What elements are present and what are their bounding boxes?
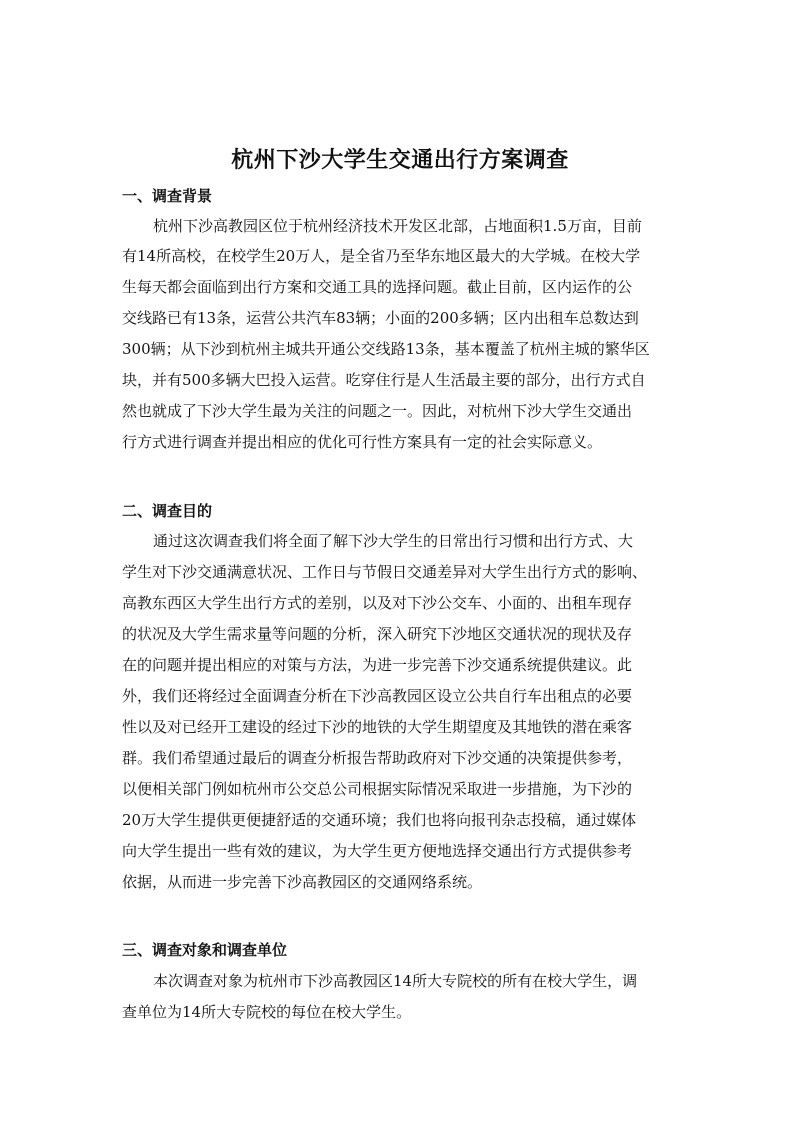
section-heading-background: 一、调查背景 xyxy=(122,187,213,205)
paragraph-line: 的状况及大学生需求量等问题的分析，深入研究下沙地区交通状况的现状及存 xyxy=(122,625,633,643)
paragraph-line: 杭州下沙高教园区位于杭州经济技术开发区北部，占地面积1.5万亩，目前 xyxy=(153,217,642,235)
paragraph-line: 生每天都会面临到出行方案和交通工具的选择问题。截止目前，区内运作的公 xyxy=(122,278,633,296)
paragraph-line: 查单位为14所大专院校的每位在校大学生。 xyxy=(122,1003,412,1021)
paragraph-line: 外，我们还将经过全面调查分析在下沙高教园区设立公共自行车出租点的必要 xyxy=(122,687,633,705)
paragraph-line: 通过这次调查我们将全面了解下沙大学生的日常出行习惯和出行方式、大 xyxy=(153,532,634,550)
paragraph-line: 依据，从而进一步完善下沙高教园区的交通网络系统。 xyxy=(122,873,483,891)
paragraph-line: 在的问题并提出相应的对策与方法，为进一步完善下沙交通系统提供建议。此 xyxy=(122,656,633,674)
paragraph-line: 群。我们希望通过最后的调查分析报告帮助政府对下沙交通的决策提供参考， xyxy=(122,749,633,767)
section-heading-subjects: 三、调查对象和调查单位 xyxy=(122,941,288,959)
paragraph-line: 有14所高校，在校学生20万人，是全省乃至华东地区最大的大学城。在校大学 xyxy=(122,247,641,265)
paragraph-line: 向大学生提出一些有效的建议，为大学生更方便地选择交通出行方式提供参考 xyxy=(122,842,633,860)
paragraph-line: 20万大学生提供更便捷舒适的交通环境；我们也将向报刊杂志投稿，通过媒体 xyxy=(122,811,637,829)
paragraph-line: 以便相关部门例如杭州市公交总公司根据实际情况采取进一步措施，为下沙的 xyxy=(122,780,633,798)
paragraph-line: 然也就成了下沙大学生最为关注的问题之一。因此，对杭州下沙大学生交通出 xyxy=(122,402,633,420)
paragraph-line: 高教东西区大学生出行方式的差别，以及对下沙公交车、小面的、出租车现存 xyxy=(122,594,633,612)
document-title: 杭州下沙大学生交通出行方案调查 xyxy=(231,148,569,173)
paragraph-line: 学生对下沙交通满意状况、工作日与节假日交通差异对大学生出行方式的影响、 xyxy=(122,563,648,581)
paragraph-line: 300辆；从下沙到杭州主城共开通公交线路13条，基本覆盖了杭州主城的繁华区 xyxy=(122,340,650,358)
section-heading-purpose: 二、调查目的 xyxy=(122,502,213,520)
paragraph-line: 行方式进行调查并提出相应的优化可行性方案具有一定的社会实际意义。 xyxy=(122,433,603,451)
paragraph-line: 性以及对已经开工建设的经过下沙的地铁的大学生期望度及其地铁的潜在乘客 xyxy=(122,718,633,736)
paragraph-line: 本次调查对象为杭州市下沙高教园区14所大专院校的所有在校大学生，调 xyxy=(153,972,638,990)
paragraph-line: 交线路已有13条，运营公共汽车83辆；小面的200多辆；区内出租车总数达到 xyxy=(122,309,639,327)
paragraph-line: 块，并有500多辆大巴投入运营。吃穿住行是人生活最主要的部分，出行方式自 xyxy=(122,371,646,389)
